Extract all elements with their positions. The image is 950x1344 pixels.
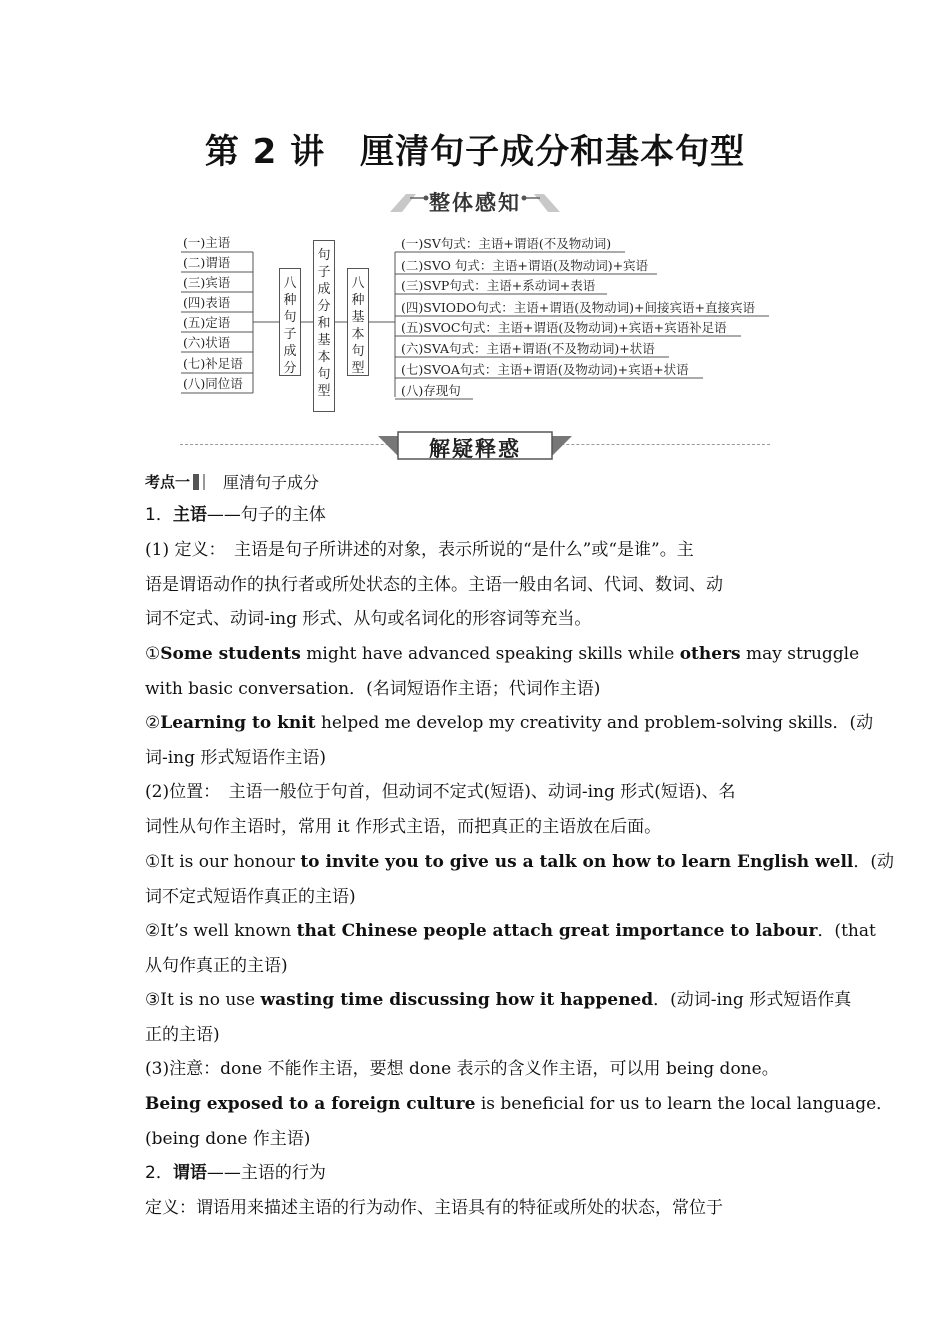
example-2 xyxy=(145,706,874,775)
overall-banner xyxy=(376,184,574,218)
text: ．(动 xyxy=(853,852,895,872)
section-number: 2． xyxy=(145,1163,173,1183)
section-subtitle: ——句子的主体 xyxy=(206,505,326,525)
text-line: 定义：谓语用来描述主语的行为动作、主语具有的特征或所处的状态，常位于 xyxy=(145,1198,723,1218)
box-char: 子 xyxy=(317,265,331,280)
eight-components-box xyxy=(279,268,301,376)
box-char: 分 xyxy=(283,361,297,376)
example-5 xyxy=(145,983,852,1052)
box-char: 分 xyxy=(317,299,331,314)
banner-overall-text: 整体感知 xyxy=(429,191,521,215)
box-char: 句 xyxy=(283,310,297,325)
text-line xyxy=(145,845,895,880)
text-line: 正的主语) xyxy=(145,1024,220,1045)
box-char: 句 xyxy=(317,248,331,263)
kaodian-marker xyxy=(193,474,199,490)
box-char: 句 xyxy=(317,367,331,382)
kaodian-label: 考点一 xyxy=(145,473,191,491)
section-number: 1． xyxy=(145,505,173,525)
text-line: (2)位置： 主语一般位于句首，但动词不定式(短语)、动词-ing 形式(短语)、名 xyxy=(145,782,736,802)
text-line xyxy=(145,637,860,672)
section-term: 主语 xyxy=(172,505,207,525)
example-marker: ① xyxy=(145,644,161,664)
text-line: 词性从句作主语时，常用 it 作形式主语，而把真正的主语放在后面。 xyxy=(145,816,662,837)
emphasis: Learning to knit xyxy=(160,713,316,733)
explain-banner xyxy=(376,428,574,462)
component-item: (四)表语 xyxy=(183,295,231,310)
text: It is our honour xyxy=(160,852,301,872)
pattern-item: (一)SV句式：主语+谓语(不及物动词) xyxy=(401,236,612,251)
example-marker: ① xyxy=(145,852,161,872)
box-char: 成 xyxy=(317,282,331,297)
pattern-item: (六)SVA句式：主语+谓语(不及物动词)+状语 xyxy=(401,341,655,356)
text-line xyxy=(145,983,852,1018)
text-line: 从句作真正的主语) xyxy=(145,955,288,976)
banner-explain-text: 解疑释惑 xyxy=(429,437,521,461)
kaodian-marker-thin xyxy=(203,474,205,490)
eight-patterns-box xyxy=(347,268,369,376)
subject-position xyxy=(145,775,805,844)
pattern-item: (四)SVIODO句式：主语+谓语(及物动词)+间接宾语+直接宾语 xyxy=(401,300,755,315)
emphasis: to invite you to give us a talk on how to learn English well xyxy=(300,852,854,872)
emphasis: others xyxy=(679,644,741,664)
pattern-item: (三)SVP句式：主语+系动词+表语 xyxy=(401,278,596,293)
component-item: (一)主语 xyxy=(183,235,231,250)
section-2-heading xyxy=(145,1156,805,1191)
text-line: (being done 作主语) xyxy=(145,1128,311,1149)
component-item: (七)补足语 xyxy=(183,356,243,371)
section-subtitle: ——主语的行为 xyxy=(206,1163,326,1183)
section-1-heading xyxy=(145,498,805,533)
text-line: with basic conversation．(名词短语作主语；代词作主语) xyxy=(145,678,601,699)
text: might have advanced speaking skills while xyxy=(300,644,680,664)
box-char: 种 xyxy=(283,293,297,308)
text: ．(that xyxy=(817,921,876,941)
example-6 xyxy=(145,1087,894,1156)
pattern-item: (八)存现句 xyxy=(401,383,461,398)
text-line xyxy=(145,914,876,949)
component-item: (二)谓语 xyxy=(183,255,231,270)
box-char: 型 xyxy=(317,384,331,399)
emphasis: Being exposed to a foreign culture xyxy=(145,1094,476,1114)
component-item: (三)宾语 xyxy=(183,275,231,290)
text: ．(动词-ing 形式短语作真 xyxy=(653,990,852,1010)
mind-map xyxy=(175,232,785,422)
text-line: 词不定式、动词-ing 形式、从句或名词化的形容词等充当。 xyxy=(145,609,592,629)
box-char: 本 xyxy=(317,350,331,365)
box-char: 本 xyxy=(351,327,365,342)
pattern-item: (五)SVOC句式：主语+谓语(及物动词)+宾语+宾语补足语 xyxy=(401,320,727,335)
text: helped me develop my creativity and problem-solving skills．(动 xyxy=(315,713,874,733)
example-marker: ③ xyxy=(145,990,161,1010)
box-char: 型 xyxy=(351,361,365,376)
pattern-item: (二)SVO 句式：主语+谓语(及物动词)+宾语 xyxy=(401,258,649,273)
text: It’s well known xyxy=(160,921,297,941)
box-char: 和 xyxy=(317,316,331,331)
emphasis: Some students xyxy=(160,644,301,664)
box-char: 八 xyxy=(283,276,297,291)
text-line xyxy=(145,706,874,741)
kaodian-header xyxy=(145,470,319,493)
box-char: 种 xyxy=(351,293,365,308)
emphasis: wasting time discussing how it happened xyxy=(260,990,654,1010)
example-marker: ② xyxy=(145,713,161,733)
box-char: 句 xyxy=(351,344,365,359)
page-title: 第 2 讲 厘清句子成分和基本句型 xyxy=(204,132,746,172)
emphasis: that Chinese people attach great importance to labour xyxy=(296,921,818,941)
section-term: 谓语 xyxy=(172,1163,207,1183)
text: is beneficial for us to learn the local language． xyxy=(475,1094,894,1114)
text: may struggle xyxy=(740,644,860,664)
subject-note xyxy=(145,1052,805,1087)
box-char: 基 xyxy=(351,310,365,325)
predicate-definition xyxy=(145,1191,805,1226)
text-line: (1) 定义： 主语是句子所讲述的对象，表示所说的“是什么”或“是谁”。主 xyxy=(145,540,694,560)
box-char: 成 xyxy=(283,344,297,359)
example-1 xyxy=(145,637,860,706)
component-item: (五)定语 xyxy=(183,315,231,330)
component-item: (八)同位语 xyxy=(183,376,243,391)
box-char: 子 xyxy=(283,327,297,342)
example-4 xyxy=(145,914,876,983)
text-line: 语是谓语动作的执行者或所处状态的主体。主语一般由名词、代词、数词、动 xyxy=(145,574,723,595)
text-line xyxy=(145,1087,894,1122)
central-topic-box xyxy=(313,240,335,412)
subject-definition xyxy=(145,533,805,637)
example-3 xyxy=(145,845,895,914)
box-char: 基 xyxy=(317,333,331,348)
text-line: 词不定式短语作真正的主语) xyxy=(145,886,356,907)
text: It is no use xyxy=(160,990,261,1010)
text-line: (3)注意：done 不能作主语，要想 done 表示的含义作主语，可以用 being done。 xyxy=(145,1059,779,1079)
component-item: (六)状语 xyxy=(183,335,231,350)
pattern-item: (七)SVOA句式：主语+谓语(及物动词)+宾语+状语 xyxy=(401,362,689,377)
example-marker: ② xyxy=(145,921,161,941)
box-char: 八 xyxy=(351,276,365,291)
kaodian-title: 厘清句子成分 xyxy=(223,473,320,492)
text-line: 词-ing 形式短语作主语) xyxy=(145,747,327,768)
